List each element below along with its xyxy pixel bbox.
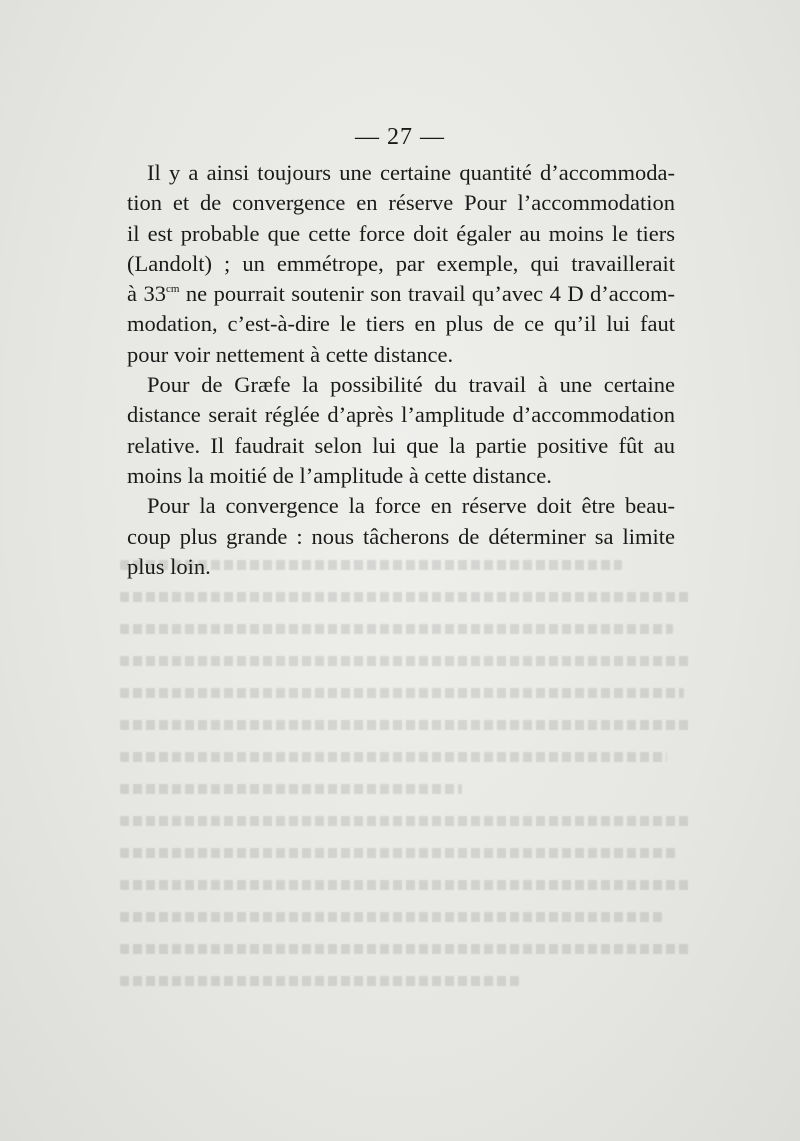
text-line: Pour de Græfe la possibilité du travail à une certaine [147, 372, 675, 398]
bleed-through-line [120, 848, 679, 858]
text-line [127, 279, 675, 309]
bleed-through-line [120, 976, 519, 986]
bleed-through-line [120, 688, 684, 698]
text-line: plus loin. [127, 553, 211, 579]
bleed-through-line [120, 720, 690, 730]
text-fragment: ne pourrait soutenir son travail qu’avec 4 D d’accom- [179, 281, 675, 307]
paragraph-graefe [127, 370, 675, 491]
text-line: modation, c’est-à-dire le tiers en plus de ce qu’il lui faut [127, 311, 675, 337]
bleed-through-line [120, 624, 673, 634]
bleed-through-line [120, 944, 690, 954]
text-line: il est probable que cette force doit égaler au moins le tiers [127, 220, 675, 246]
text-line: (Landolt) ; un emmétrope, par exemple, qui travaillerait [127, 250, 675, 276]
bleed-through-line [120, 816, 690, 826]
text-line: Pour la convergence la force en réserve doit être beau- [147, 493, 675, 519]
paragraph-accommodation-reserve [127, 158, 675, 370]
text-line: coup plus grande : nous tâcherons de déterminer sa limite [127, 523, 675, 549]
paragraph-convergence [127, 491, 675, 582]
text-line: moins la moitié de l’amplitude à cette distance. [127, 462, 552, 488]
bleed-through-line [120, 752, 667, 762]
bleed-through-line [120, 784, 462, 794]
text-line: Il y a ainsi toujours une certaine quantité d’accommoda- [147, 160, 675, 185]
centimeter-superscript: cm [165, 283, 180, 296]
page-number: — 27 — [355, 124, 445, 150]
bleed-through-line [120, 880, 690, 890]
body-text [127, 158, 675, 582]
bleed-through-line [120, 912, 662, 922]
text-line: pour voir nettement à cette distance. [127, 341, 454, 367]
bleed-through-line [120, 656, 690, 666]
text-fragment: à 33 [127, 281, 166, 307]
bleed-through-texture [120, 560, 690, 1060]
text-line: relative. Il faudrait selon lui que la partie positive fût au [127, 432, 675, 458]
bleed-through-line [120, 592, 690, 602]
text-line: tion et de convergence en réserve Pour l’accommodation [127, 190, 675, 216]
text-line: distance serait réglée d’après l’amplitude d’accommodation [127, 402, 675, 428]
